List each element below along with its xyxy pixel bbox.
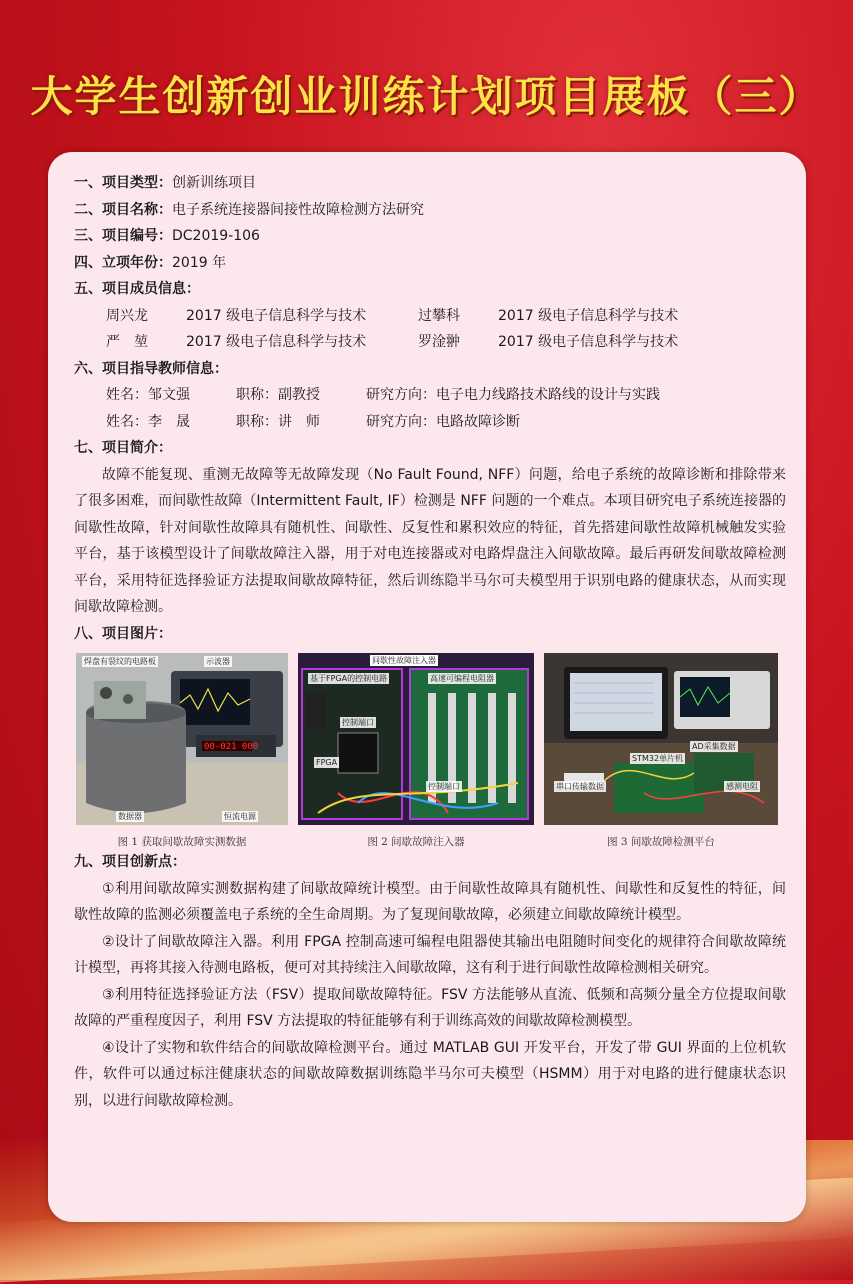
figure-3-label: AD采集数据: [692, 742, 736, 751]
figure-1-photo: [76, 653, 288, 825]
svg-text:00-021 000: 00-021 000: [204, 742, 259, 752]
figure-1-caption: 图 1 获取间歇故障实测数据: [117, 836, 247, 848]
figure-2-label: 基于FPGA的控制电路: [310, 674, 388, 683]
figure-3-label: STM32单片机: [632, 754, 684, 763]
content-body: [74, 170, 786, 1114]
figure-2-caption: 图 2 间歇故障注入器: [367, 836, 465, 848]
innovation-heading: 九、项目创新点：: [74, 854, 186, 870]
innovation-item: ④设计了实物和软件结合的间歇故障检测平台。通过 MATLAB GUI 开发平台，开发了带 GUI 界面的上位机软件，软件可以通过标注健康状态的间歇故障数据训练隐半马尔可夫模型（HSMM）用于对电路的进行健康状态识别，以进行间歇故障检测。: [74, 1039, 786, 1109]
figures: [74, 653, 786, 849]
figure-2-label: 控制端口: [342, 718, 374, 727]
intro-text: 故障不能复现、重测无故障等无故障发现（No Fault Found, NFF）问题，给电子系统的故障诊断和排除带来了很多困难，而间歇性故障（Intermittent Fault, IF）检测是 NFF 问题的一个难点。本项目研究电子系统连接器的间歇性故障，针对间歇性故障具有随机性、间歇性、反复性和累积效应的特征，首先搭建间歇性故障机械触发实验平台，基于该模型设计了间歇故障注入器，用于对电连接器或对电路焊盘注入间歇故障。最后再研发间歇故障检测平台，采用特征选择验证方法提取间歇故障特征，然后训练隐半马尔可夫模型用于识别电路的健康状态，从而实现间歇故障检测。: [74, 466, 786, 615]
page-title: 大学生创新创业训练计划项目展板（三）: [30, 72, 823, 121]
figure-1-label: 恒流电源: [224, 812, 256, 821]
project-year: 四、立项年份：2019 年: [74, 254, 227, 271]
pictures-heading: 八、项目图片：: [74, 625, 172, 642]
teacher-row: 姓名：邹文强 职称：副教授 研究方向：电子电力线路技术路线的设计与实践: [106, 387, 660, 403]
intro-heading: 七、项目简介：: [74, 440, 172, 456]
project-name: 二、项目名称：电子系统连接器间接性故障检测方法研究: [74, 201, 424, 218]
figure-1-label: 焊盘有裂纹的电路板: [84, 657, 156, 666]
teacher-row: 姓名：李 晟 职称：讲 师 研究方向：电路故障诊断: [106, 413, 520, 430]
figure-2-label: 间歇性故障注入器: [372, 656, 436, 665]
figure-3-label: 串口传输数据: [556, 782, 604, 791]
figure-3-caption: 图 3 间歇故障检测平台: [607, 836, 715, 848]
innovation-item: ②设计了间歇故障注入器。利用 FPGA 控制高速可编程电阻器使其输出电阻随时间变化的规律符合间歇故障统计模型，再将其接入待测电路板，便可对其持续注入间歇故障，这有利于进行间歇性故障检测相关研究。: [74, 933, 786, 976]
member-row: 严 堃 2017 级电子信息科学与技术 罗淦翀 2017 级电子信息科学与技术: [106, 334, 679, 350]
project-code: 三、项目编号：DC2019-106: [74, 228, 260, 244]
innovation-item: ③利用特征选择验证方法（FSV）提取间歇故障特征。FSV 方法能够从直流、低频和高频分量全方位提取间歇故障的严重程度因子，利用 FSV 方法提取的特征能够有利于训练高效的间歇故障检测模型。: [74, 986, 786, 1029]
figure-3-image: [544, 653, 778, 825]
figure-3-photo: [544, 653, 778, 825]
figure-1-label: 数据器: [118, 812, 142, 821]
figure-1-label: 示波器: [206, 657, 230, 666]
members-heading: 五、项目成员信息：: [74, 281, 200, 297]
innovation-item: ①利用间歇故障实测数据构建了间歇故障统计模型。由于间歇性故障具有随机性、间歇性和反复性的特征，间歇性故障的监测必须覆盖电子系统的全生命周期。为了复现间歇故障，必须建立间歇故障统计模型。: [74, 880, 786, 923]
figure-2-image: [298, 653, 534, 825]
project-type: 一、项目类型：创新训练项目: [74, 175, 256, 191]
figure-2-label: 高速可编程电阻器: [430, 674, 494, 683]
teachers-heading: 六、项目指导教师信息：: [74, 360, 228, 377]
figure-2-label: FPGA: [316, 758, 338, 767]
figure-2-label: 控制端口: [428, 782, 460, 791]
member-row: 周兴龙 2017 级电子信息科学与技术 过攀科 2017 级电子信息科学与技术: [106, 307, 679, 324]
figure-3-label: 感测电阻: [726, 782, 758, 791]
figure-1-image: [76, 653, 288, 825]
